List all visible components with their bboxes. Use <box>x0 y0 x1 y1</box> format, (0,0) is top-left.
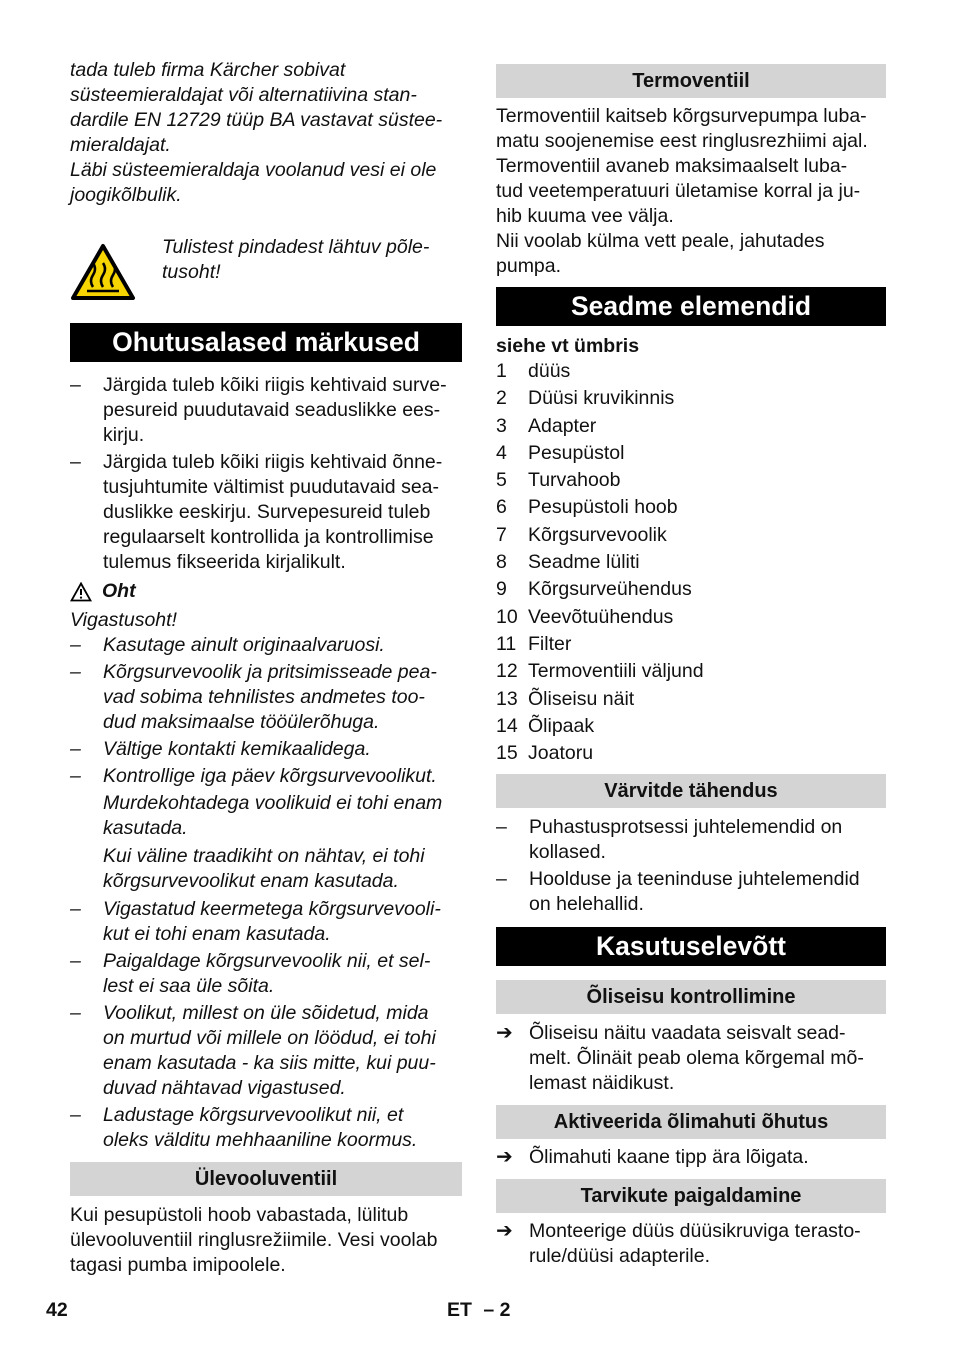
colors-list <box>496 815 886 917</box>
element-label: düüs <box>528 360 571 382</box>
list-item: – Järgida tuleb kõiki riigis kehtivaid surve- pesureid puudutavaid seaduslikke ees- kirju. <box>70 374 447 446</box>
list-item: – Vältige kontakti kemikaalidega. <box>70 738 371 760</box>
dash-bullet: – <box>70 661 81 683</box>
danger-label-row <box>70 579 462 604</box>
list-item: – Järgida tuleb kõiki riigis kehtivaid õnne- tusjuhtumite vältimist puudutavaid sea- duslikke eeskirju. Survepesureid tuleb regulaarselt kontrollida ja kontrollimise tulemus fikseerida kirjalikult. <box>70 451 443 573</box>
elements-list <box>496 358 886 767</box>
elements-subtitle: siehe vt ümbris <box>496 335 640 357</box>
element-label: Veevõtuühendus <box>528 605 674 628</box>
element-label: Adapter <box>528 414 597 437</box>
dash-bullet: – <box>496 816 507 839</box>
element-item <box>496 686 886 713</box>
hot-surface-warning <box>70 235 462 315</box>
element-item <box>496 385 886 412</box>
danger-paragraph: Kui väline traadikiht on nähtav, ei tohi kõrgsurvevoolikut enam kasutada. <box>103 845 425 892</box>
footer-subpage: – 2 <box>483 1299 511 1321</box>
list-item: – Hoolduse ja teeninduse juhtelemendid on helehallid. <box>496 868 860 916</box>
element-item <box>496 604 886 631</box>
dash-bullet: – <box>70 950 81 972</box>
elements-heading: Seadme elemendid <box>496 287 886 326</box>
accessories-step: ➔ Monteerige düüs düüsikruviga terasto- rule/düüsi adapterile. <box>496 1220 861 1268</box>
list-item: – Voolikut, millest on üle sõidetud, mida on murtud või millele on löödud, ei tohi enam kasutada - ka siis mitte, kui puu- duvad nähtavad vigastused. <box>70 1002 436 1099</box>
danger-list <box>70 633 462 1153</box>
element-number: 9 <box>496 578 507 601</box>
element-label: Joatoru <box>528 742 594 765</box>
dash-bullet: – <box>70 738 81 760</box>
element-number: 10 <box>496 605 518 628</box>
footer-section <box>447 1298 510 1323</box>
dash-bullet: – <box>70 765 81 787</box>
element-item <box>496 440 886 467</box>
element-number: 5 <box>496 469 507 492</box>
dash-bullet: – <box>496 868 507 891</box>
warning-triangle-icon <box>70 582 92 602</box>
oil-vent-heading: Aktiveerida õlimahuti õhutus <box>496 1105 886 1139</box>
element-label: Turvahoob <box>528 469 621 492</box>
element-label: Filter <box>528 632 572 655</box>
list-item: – Kasutage ainult originaalvaruosi. <box>70 634 385 656</box>
element-item <box>496 549 886 576</box>
element-number: 8 <box>496 551 507 574</box>
element-item <box>496 358 886 385</box>
element-label: Düüsi kruvikinnis <box>528 387 675 410</box>
list-item: – Kontrollige iga päev kõrgsurvevoolikut. <box>70 765 437 787</box>
element-number: 4 <box>496 441 507 464</box>
element-number: 14 <box>496 714 518 737</box>
element-number: 13 <box>496 687 518 710</box>
oil-vent-step: ➔ Õlimahuti kaane tipp ära lõigata. <box>496 1146 809 1169</box>
element-number: 12 <box>496 660 518 683</box>
list-item: – Ladustage kõrgsurvevoolikut nii, et oleks välditu mehhaaniline koormus. <box>70 1104 418 1151</box>
element-number: 1 <box>496 360 507 382</box>
danger-subtitle: Vigastusoht! <box>70 609 177 631</box>
thermo-valve-text: Termoventiil kaitseb kõrgsurvepumpa luba- matu soojenemise eest ringlusrezhiimi ajal. Termoventiil avaneb maksimaalselt luba- tud veetemperatuuri ületamise korral ja ju- hib kuuma vee välja. Nii voolab külma vett peale, jahutades pumpa. <box>496 105 868 277</box>
colors-heading: Värvitde tähendus <box>496 774 886 808</box>
element-label: Õlipaak <box>528 714 595 737</box>
hot-surface-warning-text: Tulistest pindadest lähtuv põle- tusoht! <box>162 236 430 283</box>
footer-language: ET <box>447 1299 472 1321</box>
element-number: 7 <box>496 523 507 546</box>
element-item <box>496 576 886 603</box>
element-label: Pesupüstol <box>528 441 625 464</box>
list-item: – Puhastusprotsessi juhtelemendid on kollased. <box>496 816 843 864</box>
element-label: Kõrgsurveühendus <box>528 578 692 601</box>
overflow-valve-heading: Ülevooluventiil <box>70 1162 462 1196</box>
element-item <box>496 467 886 494</box>
dash-bullet: – <box>70 1104 81 1126</box>
dash-bullet: – <box>70 374 81 396</box>
safety-heading: Ohutusalased märkused <box>70 323 462 362</box>
arrow-right-icon: ➔ <box>496 1022 513 1045</box>
element-item <box>496 413 886 440</box>
dash-bullet: – <box>70 634 81 656</box>
element-item <box>496 658 886 685</box>
arrow-right-icon: ➔ <box>496 1220 513 1243</box>
element-item <box>496 522 886 549</box>
dash-bullet: – <box>70 1002 81 1024</box>
element-item <box>496 494 886 521</box>
element-label: Kõrgsurvevoolik <box>528 523 667 546</box>
element-number: 3 <box>496 414 507 437</box>
element-number: 2 <box>496 387 507 410</box>
intro-text: tada tuleb firma Kärcher sobivat süsteemieraldajat või alternatiivina stan- dardile EN 12729 tüüp BA vastavat süstee- mieraldajat. Läbi süsteemieraldaja voolanud vesi ei ole joogikõlbulik. <box>70 59 443 206</box>
danger-label: Oht <box>102 580 136 602</box>
dash-bullet: – <box>70 451 81 473</box>
element-label: Termoventiili väljund <box>528 660 704 683</box>
page-number: 42 <box>46 1299 68 1321</box>
overflow-valve-text: Kui pesupüstoli hoob vabastada, lülitub ülevooluventiil ringlusrežiimile. Vesi voolab tagasi pumba imipoolele. <box>70 1204 438 1276</box>
thermo-valve-heading: Termoventiil <box>496 64 886 98</box>
element-item <box>496 631 886 658</box>
element-item <box>496 740 886 767</box>
left-column <box>70 58 462 1278</box>
dash-bullet: – <box>70 898 81 920</box>
oil-check-heading: Õliseisu kontrollimine <box>496 980 886 1014</box>
safety-list <box>70 373 462 575</box>
element-label: Õliseisu näit <box>528 687 635 710</box>
list-item: – Paigaldage kõrgsurvevoolik nii, et sel- lest ei saa üle sõita. <box>70 950 431 997</box>
danger-paragraph: Murdekohtadega voolikuid ei tohi enam kasutada. <box>103 792 443 839</box>
element-number: 11 <box>496 632 517 655</box>
arrow-right-icon: ➔ <box>496 1146 513 1169</box>
right-column <box>496 64 886 1269</box>
element-number: 15 <box>496 742 518 765</box>
element-item <box>496 713 886 740</box>
element-label: Pesupüstoli hoob <box>528 496 678 519</box>
startup-heading: Kasutuselevõtt <box>496 927 886 966</box>
oil-check-step: ➔ Õliseisu näitu vaadata seisvalt sead- melt. Õlinäit peab olema kõrgemal mõ- lemast näidikust. <box>496 1022 864 1095</box>
list-item: – Kõrgsurvevoolik ja pritsimisseade pea- vad sobima tehnilistes andmetes too- dud maksimaalse tööülerõhuga. <box>70 661 437 733</box>
element-number: 6 <box>496 496 507 519</box>
hot-surface-icon <box>70 243 136 301</box>
list-item: – Vigastatud keermetega kõrgsurvevooli- kut ei tohi enam kasutada. <box>70 898 441 945</box>
accessories-heading: Tarvikute paigaldamine <box>496 1179 886 1213</box>
element-label: Seadme lüliti <box>528 551 640 574</box>
